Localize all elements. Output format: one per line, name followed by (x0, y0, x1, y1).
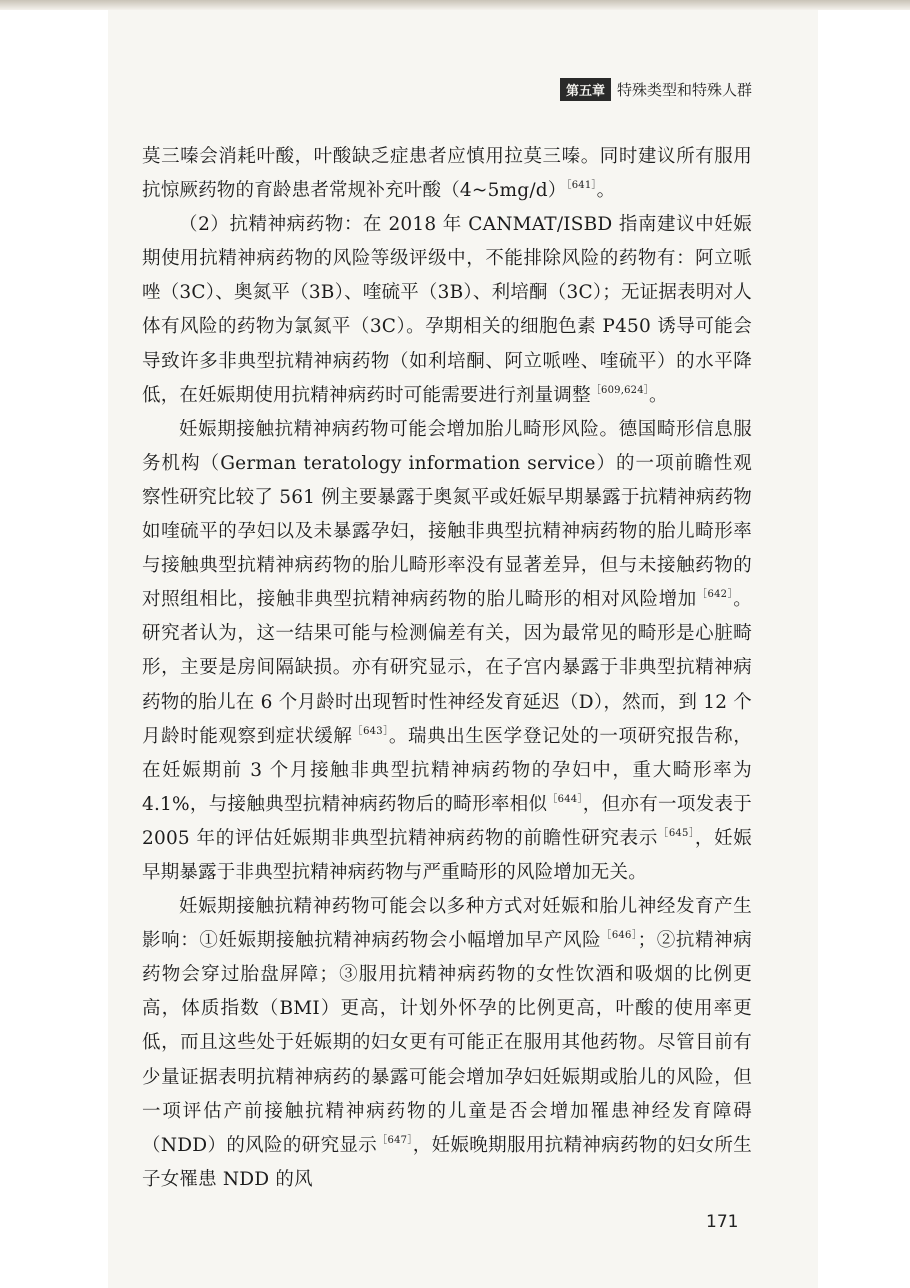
paragraph-text: 。研究者认为，这一结果可能与检测偏差有关，因为最常见的畸形是心脏畸形，主要是房间隔缺损。亦有研究显示，在子宫内暴露于非典型抗精神病药物的胎儿在 6 个月龄时出现暂时性神经发育延迟（D），然而，到 12 个月龄时能观察到症状缓解 (142, 589, 752, 747)
body-text (142, 140, 752, 1197)
citation-ref: ［645］ (658, 827, 695, 839)
paragraph-text: ，妊娠晚期服用抗精神病药物的妇女所生子女罹患 NDD 的风 (142, 1134, 752, 1190)
paragraph-text: ；②抗精神病药物会穿过胎盘屏障；③服用抗精神病药物的女性饮酒和吸烟的比例更高，体质指数（BMI）更高，计划外怀孕的比例更高，叶酸的使用率更低，而且这些处于妊娠期的妇女更有可能正在服用其他药物。尽管目前有少量证据表明抗精神病药的暴露可能会增加孕妇妊娠期或胎儿的风险，但一项评估产前接触抗精神病药物的儿童是否会增加罹患神经发育障碍（NDD）的风险的研究显示 (142, 930, 752, 1156)
page-top-shadow (0, 0, 910, 10)
citation-ref: ［641］ (566, 180, 597, 192)
citation-ref: ［644］ (547, 793, 583, 805)
paragraph-text: 妊娠期接触抗精神病药物可能会增加胎儿畸形风险。德国畸形信息服务机构（German teratology information service）的一项前瞻性观察性研究比较了 561 例主要暴露于奥氮平或妊娠早期暴露于抗精神病药物如喹硫平的孕妇以及未暴露孕妇，接触非典型抗精神病药物的胎儿畸形率与接触典型抗精神病药物的胎儿畸形率没有显著差异，但与未接触药物的对照组相比，接触非典型抗精神病药物的胎儿畸形的相对风险增加 (142, 418, 752, 611)
paragraph-text: 妊娠期接触抗精神药物可能会以多种方式对妊娠和胎儿神经发育产生影响：①妊娠期接触抗精神病药物会小幅增加早产风险 (142, 896, 752, 952)
citation-ref: ［642］ (696, 589, 734, 601)
paragraph-3 (142, 413, 752, 890)
paragraph-1 (142, 140, 752, 208)
chapter-title: 特殊类型和特殊人群 (617, 80, 753, 99)
paragraph-text: 莫三嗪会消耗叶酸，叶酸缺乏症患者应慎用拉莫三嗪。同时建议所有服用抗惊厥药物的育龄患者常规补充叶酸（4~5mg/d） (142, 146, 752, 202)
paragraph-text: 。瑞典出生医学登记处的一项研究报告称，在妊娠期前 3 个月接触非典型抗精神病药物的孕妇中，重大畸形率为 4.1%，与接触典型抗精神病药物后的畸形率相似 (142, 725, 752, 815)
paragraph-text: （2）抗精神病药物：在 2018 年 CANMAT/ISBD 指南建议中妊娠期使用抗精神病药物的风险等级评级中，不能排除风险的药物有：阿立哌唑（3C）、奥氮平（3B）、喹硫平（3B）、利培酮（3C）；无证据表明对人体有风险的药物为氯氮平（3C）。孕期相关的细胞色素 P450 诱导可能会导致许多非典型抗精神病药物（如利培酮、阿立哌唑、喹硫平）的水平降低，在妊娠期使用抗精神病药时可能需要进行剂量调整 (142, 214, 752, 406)
citation-ref: ［643］ (352, 725, 389, 737)
citation-ref: ［647］ (377, 1134, 413, 1146)
paragraph-text: ，但亦有一项发表于 2005 年的评估妊娠期非典型抗精神病药物的前瞻性研究表示 (142, 793, 752, 849)
citation-ref: ［609,624］ (590, 384, 649, 396)
paragraph-2 (142, 208, 752, 413)
paragraph-text: ，妊娠早期暴露于非典型抗精神病药物与严重畸形的风险增加无关。 (142, 827, 752, 883)
paragraph-4 (142, 890, 752, 1197)
citation-ref: ［646］ (601, 930, 638, 942)
running-header (560, 78, 752, 100)
page-margin-left (0, 0, 108, 1288)
page-number: 171 (706, 1212, 739, 1232)
paragraph-text: 。 (648, 384, 668, 406)
paragraph-text: 。 (596, 180, 616, 202)
page-margin-right (818, 0, 910, 1288)
chapter-badge: 第五章 (560, 78, 611, 101)
